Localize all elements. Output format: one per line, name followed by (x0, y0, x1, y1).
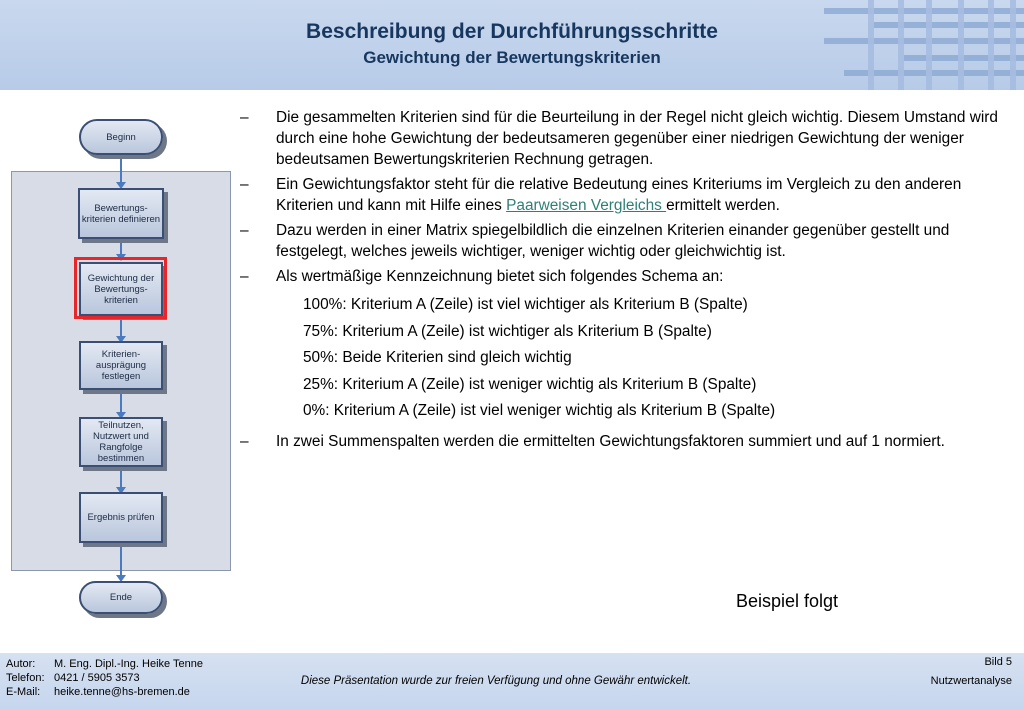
bullet-text: Ein Gewichtungsfaktor steht für die relative Bedeutung eines Kriteriums im Vergleich zu den anderen Kriterien und kann mit Hilfe eines (276, 176, 962, 214)
page-title: Beschreibung der Durchführungsschritte (306, 20, 718, 43)
bullet-item (237, 107, 1007, 170)
bullet-dash: – (240, 222, 249, 239)
bullet-item (237, 431, 1007, 452)
bullet-text: Dazu werden in einer Matrix spiegelbildlich die einzelnen Kriterien einander gegenüber gestellt und festgelegt, welches jeweils wichtiger, weniger wichtig oder gleichwichtig ist. (276, 222, 950, 260)
scale-item: 0%: Kriterium A (Zeile) ist viel weniger wichtig als Kriterium B (Spalte) (303, 402, 776, 419)
bullet-dash: – (240, 268, 249, 285)
current-step-highlight (74, 257, 167, 319)
phone-label: Telefon: (6, 672, 45, 684)
flow-node-weight-criteria: Gewichtung der Bewertungs- kriterien (79, 262, 163, 316)
flow-node-start: Beginn (79, 119, 163, 155)
page-subtitle: Gewichtung der Bewertungskriterien (363, 48, 661, 67)
bullet-item (237, 266, 1007, 287)
pairwise-comparison-link[interactable]: Paarweisen Vergleichs (506, 197, 667, 214)
slide-number: Bild 5 (984, 656, 1012, 668)
scale-item: 100%: Kriterium A (Zeile) ist viel wichtiger als Kriterium B (Spalte) (303, 296, 748, 313)
flow-node-criteria-values: Kriterien- ausprägung festlegen (79, 341, 163, 390)
flow-node-utility-ranking: Teilnutzen, Nutzwert und Rangfolge bestimmen (79, 417, 163, 467)
email-address: heike.tenne@hs-bremen.de (54, 686, 190, 698)
bullet-list (237, 107, 1007, 456)
header-grid-decoration (824, 0, 1024, 90)
header-banner (0, 0, 1024, 90)
bullet-text: Als wertmäßige Kennzeichnung bietet sich folgendes Schema an: (276, 268, 724, 285)
section-name: Nutzwertanalyse (930, 675, 1012, 687)
author-label: Autor: (6, 658, 36, 670)
author-name: M. Eng. Dipl.-Ing. Heike Tenne (54, 658, 203, 670)
weighting-scale-list (237, 292, 1007, 425)
flow-node-define-criteria: Bewertungs- kriterien definieren (78, 188, 164, 239)
scale-item: 25%: Kriterium A (Zeile) ist weniger wichtig als Kriterium B (Spalte) (303, 375, 757, 393)
bullet-item (237, 174, 1007, 216)
flow-node-check-result: Ergebnis prüfen (79, 492, 163, 543)
bullet-dash: – (240, 432, 249, 450)
bullet-dash: – (240, 109, 249, 126)
email-label: E-Mail: (6, 686, 41, 698)
bullet-text: In zwei Summenspalten werden die ermittelten Gewichtungsfaktoren summiert und auf 1 normiert. (276, 432, 945, 450)
example-follows-note: Beispiel folgt (736, 591, 839, 611)
scale-item: 50%: Beide Kriterien sind gleich wichtig (303, 349, 572, 366)
bullet-item (237, 220, 1007, 262)
author-info (6, 657, 203, 699)
phone-number: 0421 / 5905 3573 (54, 672, 140, 684)
footer-bar (0, 653, 1024, 709)
bullet-text: ermittelt werden. (666, 197, 780, 214)
bullet-text: Die gesammelten Kriterien sind für die Beurteilung in der Regel nicht gleich wichtig. Diesem Umstand wird durch eine hohe Gewichtung der bedeutsameren gegenüber einer niedrigen Gewichtung der weniger bedeutsamen Bewertungskriterien Rechnung getragen. (276, 109, 998, 168)
bullet-dash: – (240, 176, 249, 193)
footer-disclaimer: Diese Präsentation wurde zur freien Verfügung und ohne Gewähr entwickelt. (300, 675, 692, 687)
scale-item: 75%: Kriterium A (Zeile) ist wichtiger als Kriterium B (Spalte) (303, 322, 712, 340)
flow-node-end: Ende (79, 581, 163, 614)
